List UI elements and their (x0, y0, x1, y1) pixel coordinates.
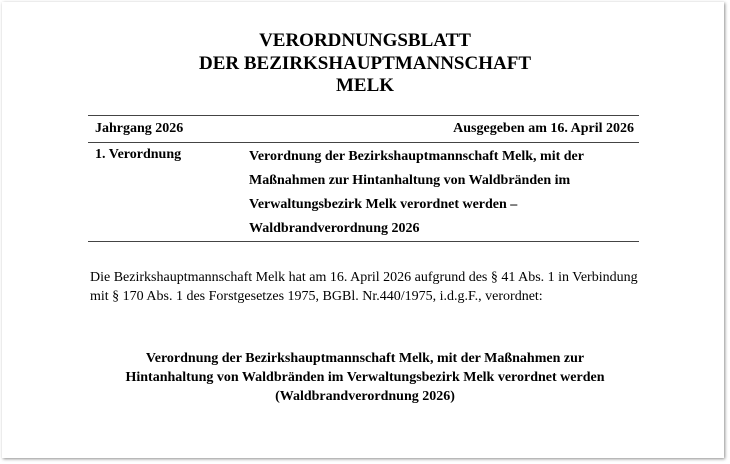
divider-middle (88, 142, 639, 143)
ordinance-number: 1. Verordnung (95, 147, 182, 162)
divider-bottom (88, 241, 639, 242)
intro-paragraph: Die Bezirkshauptmannschaft Melk hat am 16. April 2026 aufgrund des § 41 Abs. 1 in Verbindung mit § 170 Abs. 1 des Forstgesetzes 1975, BGBl. Nr.440/1975, i.d.g.F., verordnet: (90, 270, 638, 304)
gazette-title-line-1: VERORDNUNGSBLATT (259, 30, 471, 51)
jahrgang-label: Jahrgang 2026 (95, 121, 184, 136)
gazette-title-line-3: MELK (335, 75, 395, 96)
closing-heading-line-2: Hintanhaltung von Waldbränden im Verwaltungsbezirk Melk verordnet werden (125, 370, 605, 385)
closing-heading-line-3: (Waldbrandverordnung 2026) (275, 389, 455, 404)
divider-top (88, 115, 639, 116)
issue-date-label: Ausgegeben am 16. April 2026 (453, 121, 634, 136)
closing-heading-line-1: Verordnung der Bezirkshauptmannschaft Melk, mit der Maßnahmen zur (145, 351, 585, 366)
closing-heading (0, 349, 730, 406)
ordinance-title: Verordnung der Bezirkshauptmannschaft Melk, mit der Maßnahmen zur Hintanhaltung von Waldbränden im Verwaltungsbezirk Melk verordnet werden – Waldbrandverordnung 2026 (249, 149, 584, 236)
gazette-title-line-2: DER BEZIRKSHAUPTMANNSCHAFT (198, 53, 531, 74)
